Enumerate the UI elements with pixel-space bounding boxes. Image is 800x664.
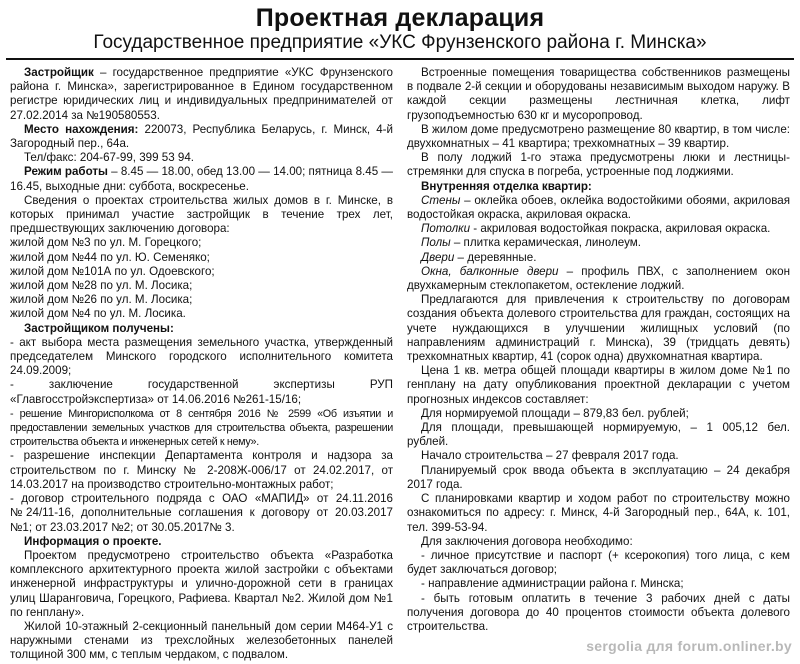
plans-text: С планировками квартир и ходом работ по строительству можно ознакомиться по адресу: г. Минск, 4-й Загородный пер., 64А, к. 101, тел. 399-53-94. — [407, 492, 790, 534]
finish-item — [407, 194, 790, 222]
house-item: жилой дом №44 по ул. Ю. Семеняко; — [10, 250, 210, 264]
finish-item-label: Двери — [421, 250, 455, 264]
premises-text: Встроенные помещения товарищества собственников размещены в подвале 2-й секции и оборудованы независимым выходом наружу. В каждой секции размещены лестничная клетка, лифт грузоподъемностью 630 кг и мусоропровод. — [407, 66, 790, 122]
received-label: Застройщиком получены: — [24, 321, 174, 335]
page-title: Проектная декларация — [255, 4, 545, 32]
project-info-text: Проектом предусмотрено строительство объекта «Разработка комплексного архитектурного проекта жилой застройки с объектами инженерной инфраструктуры и улично-дорожной сети в границах улиц Шаранговича, Горецкого, Рафиева. Квартал №2. Жилой дом №1 по генплану». — [10, 548, 393, 619]
finish-label: Внутренняя отделка квартир: — [421, 179, 592, 193]
docs-intro: Для заключения договора необходимо: — [421, 534, 633, 548]
building-text: Жилой 10-этажный 2-секционный панельный дом серии М464-У1 с наружными стенами из трехслойных железобетонных панелей толщиной 300 мм, с теплым чердаком, с подвалом. — [10, 619, 393, 662]
right-column — [407, 66, 790, 663]
left-column — [10, 66, 393, 663]
received-item: - решение Мингорисполкома от 8 сентября 2016 № 2599 «Об изъятии и предоставлении земельных участков для строительства объекта, разрешении строительства объекта и инженерных сетей к нему». — [10, 407, 393, 449]
price-intro: Цена 1 кв. метра общей площади квартиры в жилом доме №1 по генплану на дату опубликования проектной декларации с учетом прогнозных индексов составляет: — [407, 364, 790, 406]
watermark: sergolia для forum.onliner.by — [586, 638, 792, 654]
house-item: жилой дом №3 по ул. М. Горецкого; — [10, 236, 202, 250]
finish-item-label: Окна, балконные двери — [421, 264, 559, 278]
received-item: - акт выбора места размещения земельного участка, утвержденный председателем Минского городского исполнительного комитета 24.09.2009; — [10, 335, 393, 378]
hours-paragraph — [10, 165, 393, 193]
finish-item-text: – плитка керамическая, линолеум. — [450, 236, 641, 250]
columns — [4, 60, 796, 663]
house-item: жилой дом №4 по ул. М. Лосика. — [10, 307, 186, 321]
finish-item-label: Потолки — [421, 222, 471, 236]
finish-item — [407, 222, 790, 236]
hours-label: Режим работы — [24, 165, 108, 179]
location-paragraph — [10, 123, 393, 151]
location-label: Место нахождения: — [24, 122, 139, 136]
developer-text: – государственное предприятие «УКС Фрунзенского района г. Минска», зарегистрированное в Едином государственном регистре юридических лиц и индивидуальных предпринимателей от 27.02.2014 за №190580553. — [10, 66, 393, 122]
docs-item: - быть готовым оплатить в течение 3 рабочих дней с даты получения договора до 40 процентов стоимости объекта долевого строительства. — [407, 591, 790, 633]
house-item: жилой дом №28 по ул. М. Лосика; — [10, 279, 193, 293]
price-normal: Для нормируемой площади – 879,83 бел. рублей; — [421, 406, 689, 420]
apartments-text: В жилом доме предусмотрено размещение 80 квартир, в том числе: двухкомнатных – 41 квартира; трехкомнатных – 39 квартир. — [407, 122, 790, 151]
finish-item-label: Полы — [421, 236, 451, 250]
price-over: Для площади, превышающей нормируемую, – 1 005,12 бел. рублей. — [407, 421, 790, 449]
docs-item: - направление администрации района г. Минска; — [421, 577, 684, 591]
projects-intro: Сведения о проектах строительства жилых домов в г. Минске, в которых принимал участие застройщик в течение трех лет, предшествующих заключению договора: — [10, 193, 393, 236]
finish-item-label: Стены — [421, 193, 461, 207]
finish-date: Планируемый срок ввода объекта в эксплуатацию – 24 декабря 2017 года. — [407, 463, 790, 491]
house-item: жилой дом №26 по ул. М. Лосика; — [10, 293, 193, 307]
location-text: 220073, Республика Беларусь, г. Минск, 4-й Загородный пер., 64а. — [10, 122, 393, 151]
finish-item — [407, 236, 790, 250]
received-item: - заключение государственной экспертизы РУП «Главгосстройэкспертиза» от 14.06.2016 №261-15/16; — [10, 378, 393, 406]
received-item: - разрешение инспекции Департамента контроля и надзора за строительством по г. Минску № 2-208Ж-006/17 от 24.02.2017, от 14.03.2017 на производство строительно-монтажных работ; — [10, 449, 393, 491]
finish-item-text: – оклейка обоев, оклейка водостойкими обоями, акриловая водостойкая окраска, акриловая окраска. — [407, 193, 790, 222]
project-info-label: Информация о проекте. — [24, 534, 162, 548]
finish-item-text: – деревянные. — [454, 250, 537, 264]
loggias-text: В полу лоджий 1-го этажа предусмотрены люки и лестницы-стремянки для спуска в погреба, устроенные под лоджиями. — [407, 151, 790, 179]
phone-text: Тел/факс: 204-67-99, 399 53 94. — [24, 151, 195, 165]
house-item: жилой дом №101А по ул. Одоевского; — [10, 264, 215, 278]
finish-item-text: – профиль ПВХ, с заполнением окон двухкамерным стеклопакетом, остекление лоджий. — [407, 264, 790, 293]
finish-item-text: - акриловая водостойкая покраска, акриловая окраска. — [470, 222, 771, 236]
developer-label: Застройщик — [24, 66, 94, 79]
hours-text: – 8.45 — 18.00, обед 13.00 — 14.00; пятница 8.45 — 16.45, выходные дни: суббота, воскресенье. — [10, 165, 393, 193]
declaration-page — [4, 4, 796, 662]
start-date: Начало строительства – 27 февраля 2017 года. — [421, 449, 679, 463]
developer-paragraph — [10, 66, 393, 123]
page-subtitle: Государственное предприятие «УКС Фрунзенского района г. Минска» — [93, 32, 707, 53]
offer-text: Предлагаются для привлечения к строительству по договорам создания объекта долевого строительства для граждан, состоящих на учете нуждающихся в улучшении жилищных условий (по направлениям администраций г. Минска), 39 (тридцать девять) трехкомнатных квартир, 41 (сорок одна) двухкомнатная квартира. — [407, 293, 790, 364]
finish-item — [407, 265, 790, 293]
finish-item — [407, 251, 790, 265]
received-item: - договор строительного подряда с ОАО «МАПИД» от 24.11.2016 №24/11-16, дополнительные соглашения к договору от 20.03.2017 №1; от 23.03.2017 №2; от 30.05.2017№ 3. — [10, 492, 393, 534]
docs-item: - личное присутствие и паспорт (+ ксерокопия) того лица, с кем будет заключаться договор; — [407, 548, 790, 577]
